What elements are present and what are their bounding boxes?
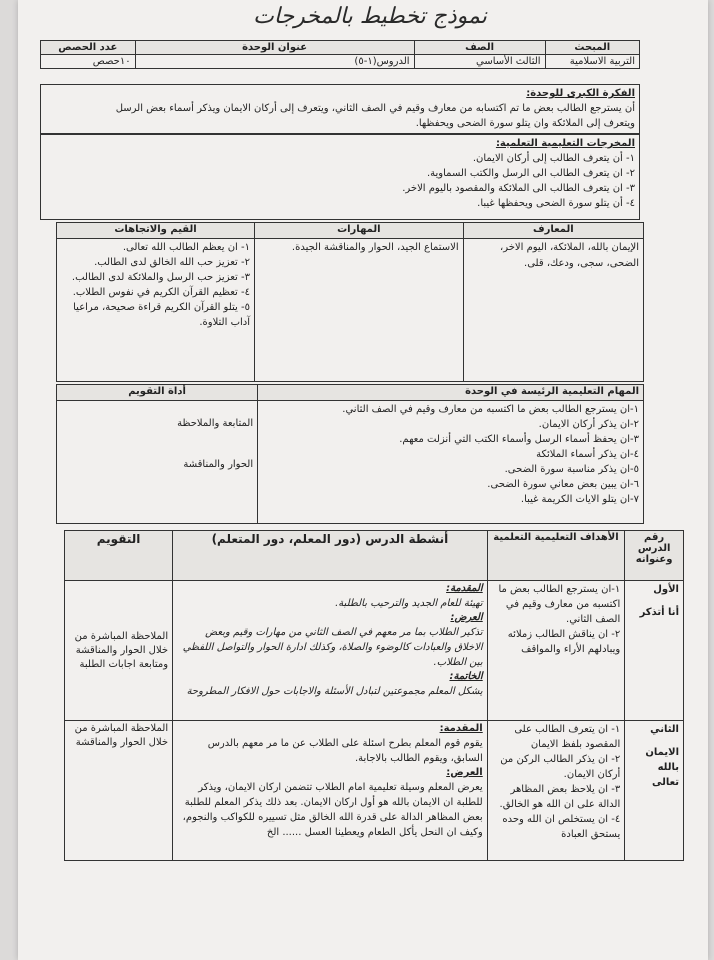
tasks-body-row [57, 401, 644, 524]
header-row [41, 41, 640, 55]
big-idea-line: أن يسترجع الطالب بعض ما تم اكتسابه من معارف وقيم في الصف الثاني، ويتعرف إلى أركان الايمان ويذكر أسماء بعض الرسل [115, 103, 635, 114]
closing-text: يشكل المعلم مجموعتين لتبادل الأسئلة والاجابات حول الافكار المطروحة [186, 686, 483, 697]
lesson-assessment-cell: الملاحظة المباشرة من خلال الحوار والمناقشة ومتابعة اجابات الطلبة [65, 581, 173, 721]
tasks-header-row [57, 385, 644, 401]
values-cell [57, 239, 255, 382]
outcomes-label: المخرجات التعليمية التعلمية: [495, 138, 635, 149]
header-table [40, 40, 640, 69]
knowledge-header: المعارف [463, 223, 643, 239]
lesson-assessment-cell: الملاحظة المباشرة من خلال الحوار والمناقشة [65, 721, 173, 861]
task-item: ١-ان يسترجع الطالب بعض ما اكتسبه من معارف وقيم في الصف الثاني. [342, 404, 639, 415]
body-label: العرض: [446, 767, 483, 778]
skills-cell: الاستماع الجيد، الحوار والمناقشة الجيدة. [255, 239, 464, 382]
outcome-item: ٤- أن يتلو سورة الضحى ويحفظها غيبا. [477, 198, 635, 209]
col-lesson-count: عدد الحصص [41, 41, 136, 55]
assessment-tool: المتابعة والملاحظة [177, 418, 254, 429]
lesson-name: الايمان بالله تعالى [645, 747, 679, 788]
objective-item: ٢- ان يناقش الطالب زملائه ويبادلهم الأراء والمواقف [507, 629, 621, 655]
big-idea-label: الفكرة الكبرى للوحدة: [526, 88, 635, 99]
closing-label: الخاتمة: [449, 671, 483, 682]
val-grade: الثالث الأساسي [414, 55, 545, 69]
outcome-item: ٣- ان يتعرف الطالب الى الملائكة والمقصود باليوم الاخر. [402, 183, 635, 194]
value-item: ١- ان يعظم الطالب الله تعالى. [122, 242, 250, 253]
table-row [65, 581, 684, 721]
lessons-table [64, 530, 684, 861]
skills-header: المهارات [255, 223, 464, 239]
lesson-number-cell [625, 721, 684, 861]
intro-text: يقوم قوم المعلم بطرح اسئلة على الطلاب عن ما مر معهم بالدرس السابق، ويقوم الطالب بالاجابة. [207, 738, 483, 764]
lessons-header-row [65, 531, 684, 581]
body-text: تذكير الطلاب بما مر معهم في الصف الثاني من مهارات وقيم وبعض الاخلاق والعبادات كالوضوء والصلاة، وكذلك ادارة الحوار والتواصل اللفظي بين الطلاب. [182, 627, 483, 668]
intro-text: تهيئة للعام الجديد والترحيب بالطلبة. [335, 598, 483, 609]
assessment-tool: الحوار والمناقشة [183, 459, 254, 470]
task-item: ٦-ان يبين بعض معاني سورة الضحى. [487, 479, 639, 490]
big-idea-line: ويتعرف إلى الملائكة وان يتلو سورة الضحى ويحفظها. [415, 118, 635, 129]
objectives-header: الأهداف التعليمية التعلمية [487, 531, 625, 581]
task-item: ٧-ان يتلو الايات الكريمة غيبا. [520, 494, 639, 505]
lesson-objectives-cell [487, 581, 625, 721]
tasks-table [56, 384, 644, 524]
col-unit-title: عنوان الوحدة [135, 41, 414, 55]
task-item: ٥-ان يذكر مناسبة سورة الضحى. [504, 464, 639, 475]
outcome-item: ٢- ان يتعرف الطالب الى الرسل والكتب السماوية. [426, 168, 635, 179]
big-idea-box [40, 84, 640, 134]
intro-label: المقدمة: [439, 723, 483, 734]
tasks-header: المهام التعليمية الرئيسة في الوحدة [258, 385, 644, 401]
lesson-name: أنا أتذكر [639, 607, 679, 618]
lesson-activities-cell [173, 581, 488, 721]
outcomes-box [40, 134, 640, 220]
task-item: ٤-ان يذكر أسماء الملائكة [536, 449, 639, 460]
objective-item: ٤- ان يستخلص ان الله وحده يستحق العبادة [502, 814, 621, 840]
value-item: ٤- تعظيم القرآن الكريم في نفوس الطلاب. [72, 287, 250, 298]
body-text: يعرض المعلم وسيلة تعليمية امام الطلاب تتضمن اركان الايمان، ويذكر للطلبة ان الايمان بالله هو أول اركان الايمان. بعد ذلك يذكر المعلم للطلبة بعض المظاهر الدالة على قدرة الله الخالق مثل تسييره للكواكب والنجوم، وكيف ان النحل يأكل الطعام ويعطينا العسل ...... الخ [182, 782, 483, 838]
value-item: ٢- تعزيز حب الله الخالق لدى الطالب. [94, 257, 250, 268]
body-label: العرض: [450, 612, 483, 623]
assessment-tool-header: أداة التقويم [57, 385, 258, 401]
assessment-header: التقويم [65, 531, 173, 581]
col-grade: الصف [414, 41, 545, 55]
objective-item: ٣- ان يلاحظ بعض المظاهر الدالة على ان الله هو الخالق. [499, 784, 621, 810]
kav-body-row [57, 239, 644, 382]
val-subject: التربية الاسلامية [545, 55, 639, 69]
value-item: ٣- تعزيز حب الرسل والملائكة لدى الطالب. [71, 272, 250, 283]
lesson-number-cell [625, 581, 684, 721]
kav-header-row [57, 223, 644, 239]
tasks-cell [258, 401, 644, 524]
activities-header: أنشطة الدرس (دور المعلم، دور المتعلم) [173, 531, 488, 581]
objective-item: ١- ان يتعرف الطالب على المقصود بلفظ الايمان [514, 724, 621, 750]
intro-label: المقدمة: [446, 583, 483, 594]
objective-item: ١-ان يسترجع الطالب بعض ما اكتسبه من معارف وقيم في الصف الثاني. [498, 584, 621, 625]
header-values-row [41, 55, 640, 69]
lesson-number: الثاني [650, 724, 679, 735]
lesson-activities-cell [173, 721, 488, 861]
lesson-number-header: رقم الدرس وعنوانه [625, 531, 684, 581]
assessment-tools-cell [57, 401, 258, 524]
knowledge-cell: الإيمان بالله، الملائكة، اليوم الاخر، الضحى، سجى، ودعك، قلى. [463, 239, 643, 382]
val-unit-title: الدروس(١-٥) [135, 55, 414, 69]
lesson-objectives-cell [487, 721, 625, 861]
val-lesson-count: ١٠حصص [41, 55, 136, 69]
table-row [65, 721, 684, 861]
col-subject: المبحث [545, 41, 639, 55]
page-title: نموذج تخطيط بالمخرجات [253, 4, 487, 29]
outcome-item: ١- أن يتعرف الطالب إلى أركان الايمان. [472, 153, 635, 164]
values-header: القيم والاتجاهات [57, 223, 255, 239]
task-item: ٢-ان يذكر أركان الايمان. [538, 419, 639, 430]
task-item: ٣-ان يحفظ أسماء الرسل وأسماء الكتب التي أنزلت معهم. [399, 434, 639, 445]
lesson-number: الأول [653, 584, 679, 595]
objective-item: ٢- ان يذكر الطالب الركن من أركان الايمان. [500, 754, 621, 780]
kav-table [56, 222, 644, 382]
value-item: ٥- يتلو القرآن الكريم قراءة صحيحة، مراعيا آداب التلاوة. [73, 302, 250, 328]
